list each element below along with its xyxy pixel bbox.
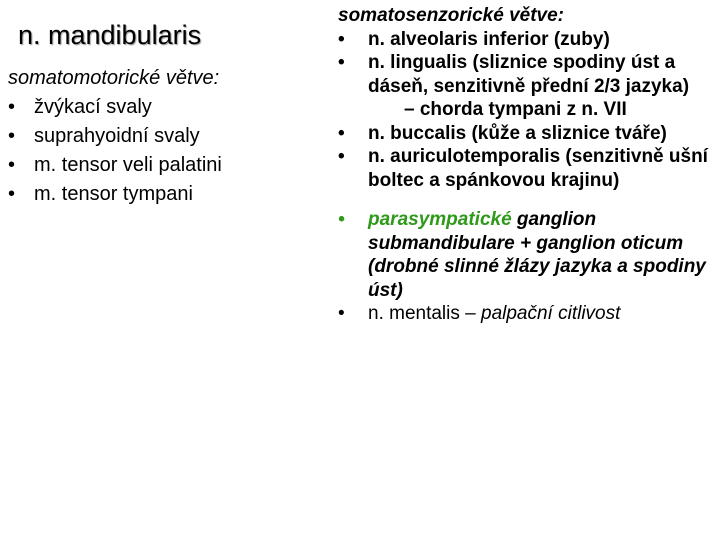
parasympathetic-text: ganglion submandibulare + ganglion oticum (drobné slinné žlázy jazyka a spodiny úst) [368, 209, 706, 301]
list-item: • n. alveolaris inferior (zuby) [338, 28, 716, 52]
list-item: • žvýkací svaly [8, 93, 293, 122]
parasympathetic-item [338, 208, 716, 302]
motor-branches-heading: somatomotorické větve: [8, 67, 220, 89]
mentalis-label: n. mentalis – [368, 303, 481, 324]
sensory-branches-list [338, 28, 716, 99]
slide-title: n. mandibularis [18, 20, 202, 50]
parasympathetic-label: parasympatické [368, 209, 512, 230]
mentalis-text: palpační citlivost [481, 303, 621, 324]
sensory-branches-heading: somatosenzorické větve: [338, 5, 564, 26]
list-item: • n. auriculotemporalis (senzitivně ušní boltec a spánkovou krajinu) [338, 145, 716, 192]
parasympathetic-list [338, 208, 716, 326]
motor-branches-list [8, 93, 293, 209]
list-item: • m. tensor tympani [8, 180, 293, 209]
sensory-branches-section [338, 4, 716, 326]
list-item: • n. lingualis (sliznice spodiny úst a dáseň, senzitivně přední 2/3 jazyka) [338, 51, 716, 98]
list-item: • m. tensor veli palatini [8, 151, 293, 180]
sensory-branches-list-cont [338, 122, 716, 193]
list-item: • n. buccalis (kůže a sliznice tváře) [338, 122, 716, 146]
motor-branches-section [8, 64, 293, 209]
list-item: • suprahyoidní svaly [8, 122, 293, 151]
chorda-tympani-subitem: – chorda tympani z n. VII [404, 99, 627, 120]
mentalis-item [338, 302, 716, 326]
